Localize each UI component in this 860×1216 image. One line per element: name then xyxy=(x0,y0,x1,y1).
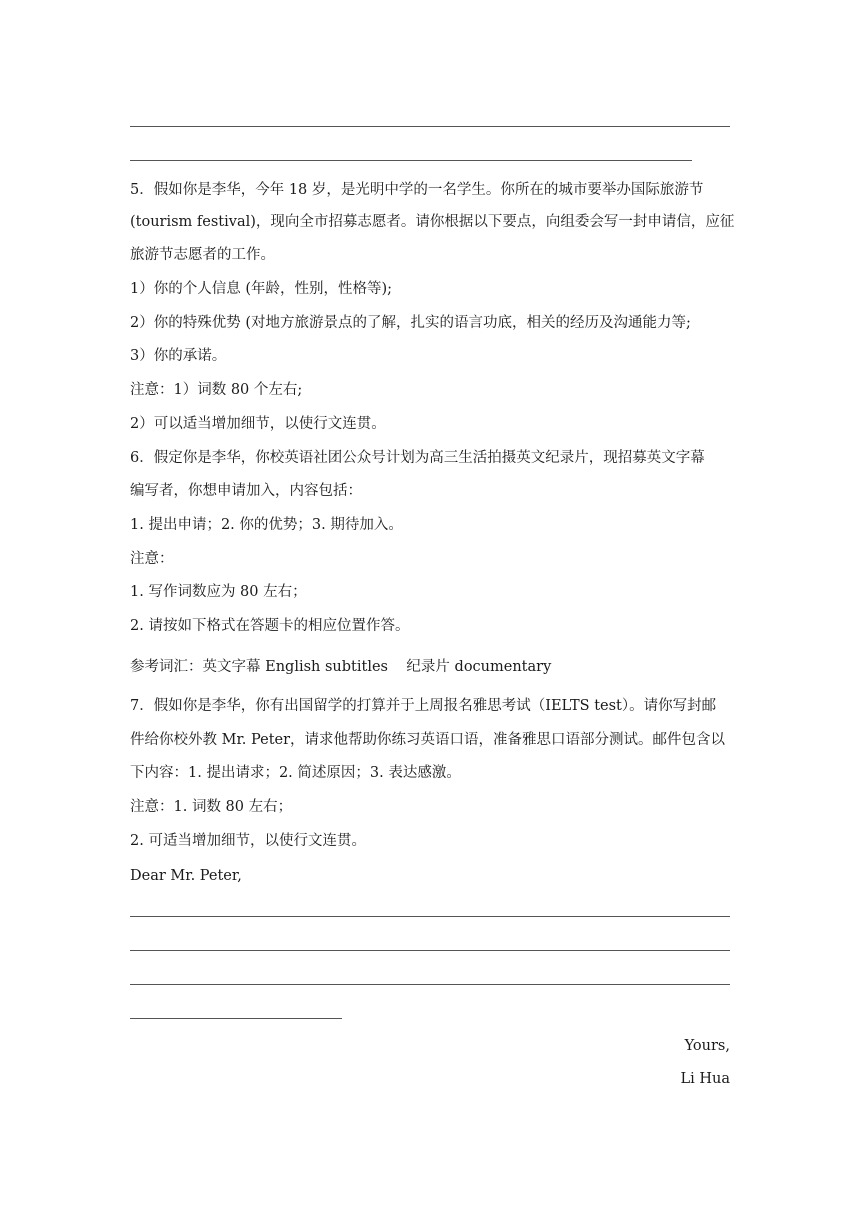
q5-line: 2）可以适当增加细节，以使行文连贯。 xyxy=(130,416,386,432)
q5-line: 5．假如你是李华，今年 18 岁，是光明中学的一名学生。你所在的城市要举办国际旅游节 xyxy=(130,182,704,198)
q7-line: 件给你校外教 Mr. Peter，请求他帮助你练习英语口语，准备雅思口语部分测试。邮件包含以 xyxy=(130,732,726,748)
q6-line: 6．假定你是李华，你校英语社团公众号计划为高三生活拍摄英文纪录片，现招募英文字幕 xyxy=(130,450,705,466)
salutation: Dear Mr. Peter, xyxy=(130,868,242,884)
answer-line xyxy=(130,1018,342,1019)
q5-line: 旅游节志愿者的工作。 xyxy=(130,247,275,263)
q6-line: 编写者，你想申请加入，内容包括： xyxy=(130,483,362,499)
q5-line: 注意：1）词数 80 个左右; xyxy=(130,382,303,398)
q7-line: 下内容：1. 提出请求；2. 简述原因；3. 表达感激。 xyxy=(130,765,461,781)
q5-line: (tourism festival)，现向全市招募志愿者。请你根据以下要点，向组委会写一封申请信，应征 xyxy=(130,214,735,230)
answer-line xyxy=(130,160,692,161)
closing: Yours, xyxy=(684,1038,730,1054)
q6-vocab-line: 参考词汇：英文字幕 English subtitles 纪录片 documentary xyxy=(130,659,552,675)
q6-line: 1. 提出申请；2. 你的优势；3. 期待加入。 xyxy=(130,517,403,533)
q5-line: 3）你的承诺。 xyxy=(130,348,227,364)
q7-line: 7．假如你是李华，你有出国留学的打算并于上周报名雅思考试（IELTS test）。请你写封邮 xyxy=(130,698,717,714)
answer-line xyxy=(130,984,730,985)
q6-line: 注意： xyxy=(130,551,174,567)
q5-line: 1）你的个人信息 (年龄，性别，性格等); xyxy=(130,281,393,297)
q6-line: 2. 请按如下格式在答题卡的相应位置作答。 xyxy=(130,618,410,634)
q6-line: 1. 写作词数应为 80 左右； xyxy=(130,584,307,600)
q7-line: 2. 可适当增加细节，以使行文连贯。 xyxy=(130,833,366,849)
q5-line: 2）你的特殊优势 (对地方旅游景点的了解，扎实的语言功底，相关的经历及沟通能力等; xyxy=(130,315,691,331)
answer-line xyxy=(130,126,730,127)
signature: Li Hua xyxy=(680,1071,730,1087)
answer-line xyxy=(130,916,730,917)
q7-line: 注意：1. 词数 80 左右； xyxy=(130,799,293,815)
answer-line xyxy=(130,950,730,951)
